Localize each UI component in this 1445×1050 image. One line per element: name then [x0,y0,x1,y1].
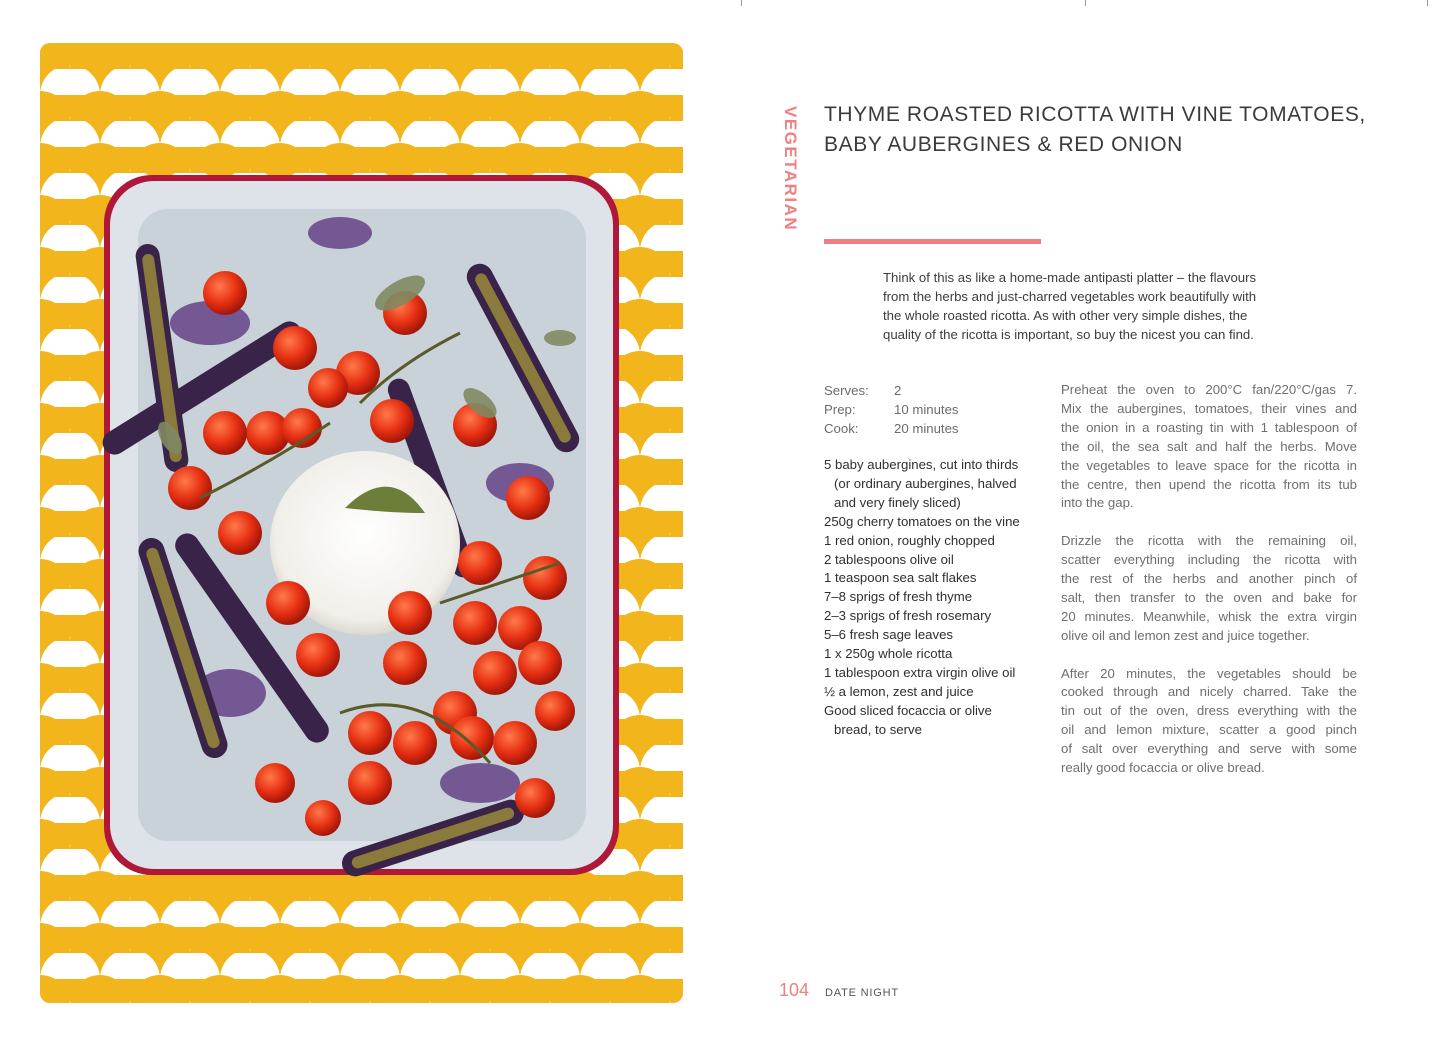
method-line: salt, then transfer to the oven and bake for [1061,589,1357,605]
method-line: the vegetables to leave space for the ricotta in [1061,457,1357,473]
title-divider [824,239,1041,244]
method-line: scatter everything including the ricotta with [1061,552,1357,568]
method-line: Mix the aubergines, tomatoes, their vines and [1061,400,1357,416]
ingredient-line: Good sliced focaccia or olive [824,702,992,718]
ingredient-item [824,626,1049,645]
method-line: cooked through and nicely charred. Take the [1061,684,1357,700]
ingredient-line: 7–8 sprigs of fresh thyme [824,589,973,605]
ingredient-line: 5–6 fresh sage leaves [824,627,954,643]
method-line: After 20 minutes, the vegetables should be [1061,665,1357,681]
ingredient-line: and very finely sliced) [834,494,961,510]
meta-value: 2 [894,383,902,398]
ingredient-item [824,683,1049,702]
method-line: Preheat the oven to 200°C fan/220°C/gas 7. [1061,382,1357,397]
ingredient-item [824,588,1049,607]
ingredient-line: 5 baby aubergines, cut into thirds [824,457,1019,472]
ingredient-item [824,532,1049,551]
meta-label: Serves: [824,383,869,398]
method-line: tin out of the oven, dress everything with the [1061,703,1357,719]
meta-prep [824,400,1044,419]
meta-value: 10 minutes [894,402,959,417]
ingredient-line: 2–3 sprigs of fresh rosemary [824,608,992,624]
ingredient-item [824,702,1049,740]
ingredient-line: ½ a lemon, zest and juice [824,683,974,699]
page-number: 104 [779,980,810,1000]
method-paragraph-3 [1061,665,1357,778]
method-line: the oil, the sea salt and half the herbs. Move [1061,438,1357,454]
method-line: olive oil and lemon zest and juice together. [1061,627,1310,643]
intro-line: Think of this as like a home-made antipasti platter – the flavours [883,270,1257,285]
ingredient-item [824,456,1049,513]
ingredient-line: 1 red onion, roughly chopped [824,532,995,548]
method-line: of salt over everything and serve with some [1061,741,1357,757]
ingredient-list [824,456,1049,740]
ingredient-item [824,513,1049,532]
intro-line: quality of the ricotta is important, so buy the nicest you can find. [883,327,1254,342]
method-line: Drizzle the ricotta with the remaining oil, [1061,533,1357,549]
meta-value: 20 minutes [894,421,959,436]
ingredient-item [824,569,1049,588]
ingredient-item [824,607,1049,626]
ingredient-item [824,551,1049,570]
method-line: the onion in a roasting tin with 1 tablespoon of [1061,419,1357,435]
ingredient-line: 1 teaspoon sea salt flakes [824,570,977,586]
method-paragraph-1 [1061,381,1357,513]
method-line: into the gap. [1061,495,1134,511]
page-footer [779,980,899,1001]
recipe-meta [824,381,1044,438]
ingredient-item [824,645,1049,664]
method-line: oil and lemon mixture, scatter a good pinch [1061,722,1357,738]
ingredient-item [824,664,1049,683]
ingredient-line: 1 tablespoon extra virgin olive oil [824,664,1016,680]
method-steps [1061,381,1357,797]
intro-line: the whole roasted ricotta. As with other very simple dishes, the [883,308,1248,323]
method-line: 20 minutes. Meanwhile, whisk the extra virgin [1061,608,1357,624]
chapter-title: DATE NIGHT [825,987,899,999]
method-paragraph-2 [1061,532,1357,645]
meta-serves [824,381,1044,400]
method-line: the centre, then upend the ricotta from its tub [1061,476,1357,492]
section-label: VEGETARIAN [781,106,800,232]
ingredient-line: (or ordinary aubergines, halved [834,475,1017,491]
meta-cook [824,419,1044,438]
meta-label: Cook: [824,421,859,436]
ingredient-line: 2 tablespoons olive oil [824,551,954,567]
recipe-photo [40,43,683,1003]
recipe-title-line-1: THYME ROASTED RICOTTA WITH VINE TOMATOES, [824,103,1366,126]
recipe-title-line-2: BABY AUBERGINES & RED ONION [824,133,1183,156]
recipe-intro [883,268,1303,344]
recipe-title [824,100,1384,160]
ingredient-line: 250g cherry tomatoes on the vine [824,513,1020,529]
method-line: really good focaccia or olive bread. [1061,760,1265,776]
ingredient-line: 1 x 250g whole ricotta [824,646,953,662]
method-line: the rest of the herbs and another pinch of [1061,571,1357,587]
crop-marks [0,0,1445,10]
ingredient-line: bread, to serve [834,721,922,737]
intro-line: from the herbs and just-charred vegetables work beautifully with [883,289,1257,304]
meta-label: Prep: [824,402,856,417]
